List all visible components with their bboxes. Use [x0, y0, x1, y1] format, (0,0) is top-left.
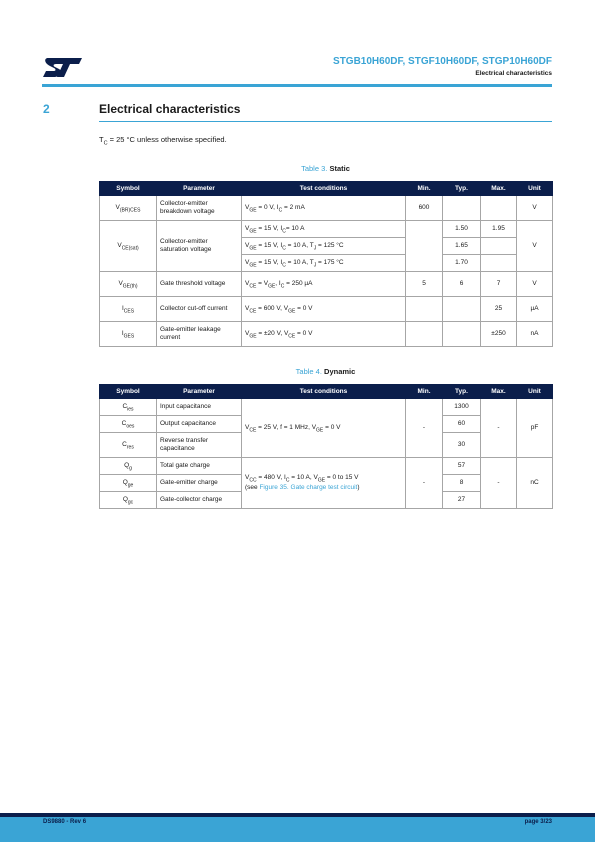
typ-cell	[443, 196, 481, 221]
table4-caption: Table 4. Dynamic	[295, 367, 356, 376]
column-header: Parameter	[157, 385, 242, 399]
typ-cell: 1.65	[443, 238, 481, 255]
unit-cell: nC	[517, 458, 553, 509]
parameter-cell: Gate threshold voltage	[157, 272, 242, 297]
typ-cell	[443, 322, 481, 347]
max-cell	[481, 238, 517, 255]
st-logo	[42, 56, 84, 78]
figure-reference: (see Figure 35. Gate charge test circuit)	[245, 484, 360, 491]
symbol-cell: $V_{GE(th)}$	[100, 272, 157, 297]
max-cell: 1.95	[481, 221, 517, 238]
max-cell: 7	[481, 272, 517, 297]
unit-cell: V	[517, 221, 553, 272]
typ-cell: 57	[443, 458, 481, 475]
parameter-cell: Reverse transfer capacitance	[157, 433, 242, 458]
column-header: Typ.	[443, 182, 481, 196]
table-row	[100, 272, 553, 297]
typ-cell: 1.70	[443, 255, 481, 272]
parameter-cell: Collector cut-off current	[157, 297, 242, 322]
condition-cell	[242, 458, 406, 509]
section-header: Electrical characteristics	[475, 70, 552, 77]
min-cell: 5	[406, 272, 443, 297]
symbol-cell: $V_{(BR)CES}$	[100, 196, 157, 221]
max-cell: -	[481, 458, 517, 509]
unit-cell: V	[517, 272, 553, 297]
document-title: STGB10H60DF, STGF10H60DF, STGP10H60DF	[333, 56, 552, 67]
table-row	[100, 458, 553, 475]
footer-band	[0, 817, 595, 842]
column-header: Parameter	[157, 182, 242, 196]
static-table	[99, 181, 553, 347]
test-condition-note: $T_C = 25$ °C unless otherwise specified.	[99, 135, 227, 147]
column-header: Test conditions	[242, 385, 406, 399]
symbol-cell: $Q_{ge}$	[100, 475, 157, 492]
min-cell	[406, 322, 443, 347]
document-revision: DS9880 - Rev 6	[43, 819, 87, 825]
condition-cell: $V_{GE} = 15$ V, $I_C = 10$ A, $T_J = 125$ °C	[242, 238, 406, 255]
parameter-cell: Gate-emitter charge	[157, 475, 242, 492]
symbol-cell: $I_{CES}$	[100, 297, 157, 322]
page-number: page 3/23	[524, 819, 552, 825]
max-cell	[481, 196, 517, 221]
column-header: Unit	[517, 182, 553, 196]
column-header: Test conditions	[242, 182, 406, 196]
column-header: Typ.	[443, 385, 481, 399]
section-rule	[99, 121, 552, 122]
parameter-cell: Collector-emitter breakdown voltage	[157, 196, 242, 221]
symbol-cell: $V_{CE(sat)}$	[100, 221, 157, 272]
min-cell: -	[406, 458, 443, 509]
parameter-cell: Output capacitance	[157, 416, 242, 433]
typ-cell: 60	[443, 416, 481, 433]
condition-cell: $V_{CE} = V_{GE}$, $I_C = 250$ µA	[242, 272, 406, 297]
table-header-row	[100, 385, 553, 399]
section-number: 2	[43, 102, 50, 116]
column-header: Min.	[406, 385, 443, 399]
condition-cell: $V_{GE} = \pm 20$ V, $V_{CE} = 0$ V	[242, 322, 406, 347]
symbol-cell: $Q_g$	[100, 458, 157, 475]
condition-cell: $V_{GE} = 0$ V, $I_C = 2$ mA	[242, 196, 406, 221]
condition-cell: $V_{GE} = 15$ V, $I_C= 10$ A	[242, 221, 406, 238]
min-cell	[406, 221, 443, 272]
column-header: Symbol	[100, 182, 157, 196]
table-row	[100, 221, 553, 238]
typ-cell	[443, 297, 481, 322]
typ-cell: 1.50	[443, 221, 481, 238]
symbol-cell: $C_{ies}$	[100, 399, 157, 416]
table3-caption: Table 3. Static	[301, 164, 350, 173]
unit-cell: nA	[517, 322, 553, 347]
min-cell: -	[406, 399, 443, 458]
table-row	[100, 196, 553, 221]
table-header-row	[100, 182, 553, 196]
parameter-cell: Input capacitance	[157, 399, 242, 416]
column-header: Symbol	[100, 385, 157, 399]
section-title: Electrical characteristics	[99, 102, 241, 116]
condition-cell: $V_{GE} = 15$ V, $I_C = 10$ A, $T_J = 175$ °C	[242, 255, 406, 272]
typ-cell: 27	[443, 492, 481, 509]
table-row	[100, 322, 553, 347]
min-cell	[406, 297, 443, 322]
column-header: Unit	[517, 385, 553, 399]
parameter-cell: Gate-collector charge	[157, 492, 242, 509]
column-header: Min.	[406, 182, 443, 196]
table-row	[100, 399, 553, 416]
symbol-cell: $C_{res}$	[100, 433, 157, 458]
condition-cell: $V_{CE} = 25$ V, f = 1 MHz, $V_{GE} = 0$ V	[242, 399, 406, 458]
unit-cell: V	[517, 196, 553, 221]
symbol-cell: $I_{GES}$	[100, 322, 157, 347]
condition-cell: $V_{CE} = 600$ V, $V_{GE} = 0$ V	[242, 297, 406, 322]
column-header: Max.	[481, 182, 517, 196]
condition-text: $V_{CC} = 480$ V, $I_C = 10$ A, $V_{GE} = 0$ to 15 V	[245, 474, 359, 484]
min-cell: 600	[406, 196, 443, 221]
max-cell: ±250	[481, 322, 517, 347]
max-cell: 25	[481, 297, 517, 322]
max-cell	[481, 255, 517, 272]
table-row	[100, 297, 553, 322]
column-header: Max.	[481, 385, 517, 399]
figure-link[interactable]: Figure 35. Gate charge test circuit	[259, 484, 358, 491]
parameter-cell: Total gate charge	[157, 458, 242, 475]
symbol-cell: $Q_{gc}$	[100, 492, 157, 509]
header-rule	[42, 84, 552, 87]
unit-cell: µA	[517, 297, 553, 322]
parameter-cell: Collector-emitter saturation voltage	[157, 221, 242, 272]
typ-cell: 8	[443, 475, 481, 492]
parameter-cell: Gate-emitter leakage current	[157, 322, 242, 347]
max-cell: -	[481, 399, 517, 458]
symbol-cell: $C_{oes}$	[100, 416, 157, 433]
dynamic-table	[99, 384, 553, 509]
unit-cell: pF	[517, 399, 553, 458]
typ-cell: 6	[443, 272, 481, 297]
typ-cell: 30	[443, 433, 481, 458]
typ-cell: 1300	[443, 399, 481, 416]
